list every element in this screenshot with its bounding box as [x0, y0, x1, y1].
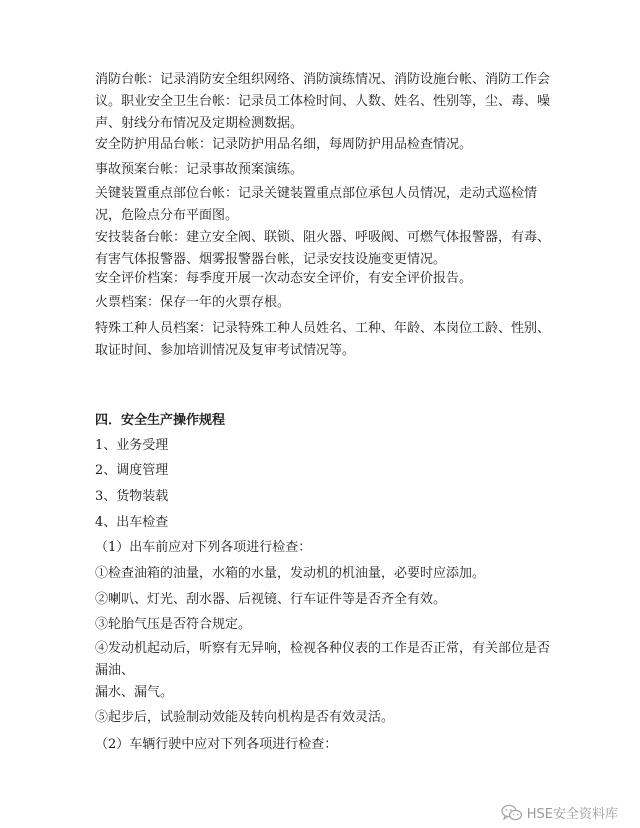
watermark-text: HSE安全资料库: [526, 807, 618, 822]
watermark: [501, 803, 618, 822]
ledger-fire-permit: 火票档案：保存一年的火票存根。: [95, 295, 291, 310]
ledger-special-workers: 特殊工种人员档案：记录特殊工种人员姓名、工种、年龄、本岗位工龄、性别、取证时间、参加培训情况及复审考试情况等。: [95, 321, 551, 358]
ledger-safety-evaluation: 安全评价档案：每季度开展一次动态安全评价，有安全评价报告。: [95, 271, 473, 286]
ledger-fire-safety: 消防台帐：记录消防安全组织网络、消防演练情况、消防设施台帐、消防工作会议。职业安全卫生台帐：记录员工体检时间、人数、姓名、性别等，尘、毒、噪声、射线分布情况及定期检测数据。: [95, 72, 551, 131]
list-item: ③轮胎气压是否符合规定。: [95, 617, 252, 632]
list-item: （2）车辆行驶中应对下列各项进行检查：: [95, 737, 338, 752]
ledger-safety-equipment: 安技装备台帐：建立安全阀、联锁、阻火器、呼吸阀、可燃气体报警器，有毒、有害气体报警器、烟雾报警器台帐，记录安技设施变更情况。: [95, 230, 551, 267]
list-item: 3、货物装载: [95, 489, 169, 504]
list-item: ⑤起步后，试验制动效能及转向机构是否有效灵活。: [95, 710, 395, 725]
wechat-icon: [501, 804, 523, 822]
ledger-key-equipment: 关键装置重点部位台帐：记录关键装置重点部位承包人员情况，走动式巡检情况，危险点分布平面图。: [95, 186, 538, 223]
list-item: ①检查油箱的油量，水箱的水量，发动机的机油量，必要时应添加。: [95, 566, 486, 581]
list-item: 1、业务受理: [95, 438, 169, 453]
list-item: （1）出车前应对下列各项进行检查：: [95, 540, 312, 555]
list-item: 漏水、漏气。: [95, 685, 174, 700]
list-item: ④发动机起动后，听察有无异响，检视各种仪表的工作是否正常，有关部位是否漏油、: [95, 641, 551, 678]
list-item: ②喇叭、灯光、刮水器、后视镜、行车证件等是否齐全有效。: [95, 592, 447, 607]
ledger-emergency-plan: 事故预案台帐：记录事故预案演练。: [95, 162, 304, 177]
section-heading: 四．安全生产操作规程: [95, 413, 226, 428]
list-item: 2、调度管理: [95, 463, 169, 478]
list-item: 4、出车检查: [95, 515, 169, 530]
ledger-protective-equipment: 安全防护用品台帐：记录防护用品名细，每周防护用品检查情况。: [95, 137, 473, 152]
